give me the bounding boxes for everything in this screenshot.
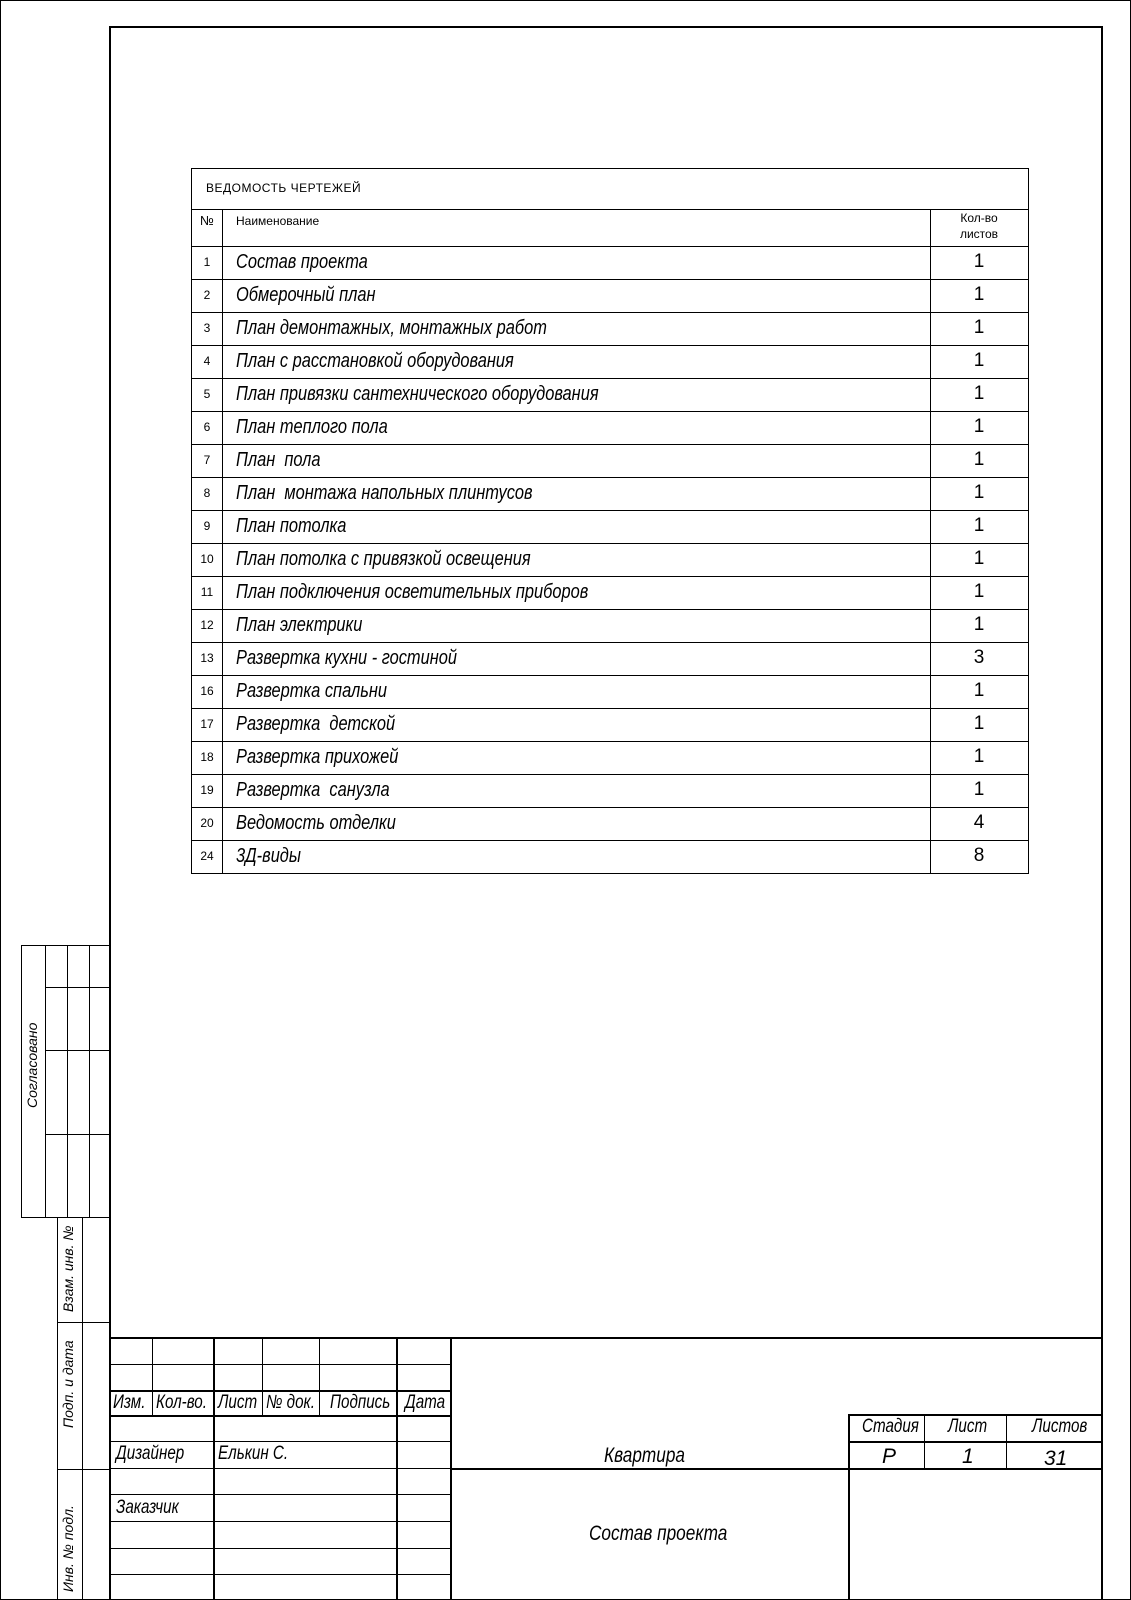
col-sign: Подпись xyxy=(330,1392,391,1413)
drawing-list-table xyxy=(191,168,1029,874)
row-count: 1 xyxy=(973,383,985,404)
row-count: 1 xyxy=(973,482,985,503)
row-name: План монтажа напольных плинтусов xyxy=(236,482,533,504)
row-name: План привязки сантехнического оборудования xyxy=(236,383,599,405)
row-number: 16 xyxy=(200,684,214,698)
sheet-title: Состав проекта xyxy=(589,1522,728,1545)
table-row xyxy=(192,840,1028,873)
row-count: 1 xyxy=(973,251,985,272)
row-number: 13 xyxy=(200,651,214,665)
stamp-line xyxy=(57,1217,58,1600)
row-number: 5 xyxy=(203,387,211,401)
stamp-line xyxy=(45,987,109,988)
table-row xyxy=(192,279,1028,312)
tb-line xyxy=(848,1441,1103,1443)
row-count: 1 xyxy=(973,449,985,470)
designer-name: Елькин С. xyxy=(218,1443,289,1464)
tb-line xyxy=(1006,1414,1007,1468)
header-num: № xyxy=(200,213,214,228)
inv-orig-label: Инв. № подл. xyxy=(60,1505,76,1592)
row-name: Ведомость отделки xyxy=(236,812,396,834)
row-count: 1 xyxy=(973,317,985,338)
stage-label: Стадия xyxy=(862,1416,919,1437)
col-date: Дата xyxy=(405,1392,446,1413)
stamp-line xyxy=(57,1469,109,1470)
tb-line xyxy=(262,1337,263,1415)
row-number: 19 xyxy=(200,783,214,797)
row-count: 1 xyxy=(973,680,985,701)
row-number: 1 xyxy=(203,255,211,269)
row-name: Развертка детской xyxy=(236,713,396,735)
row-count: 1 xyxy=(973,779,985,800)
row-number: 4 xyxy=(203,354,211,368)
table-row xyxy=(192,345,1028,378)
row-name: Обмерочный план xyxy=(236,284,376,306)
sheet-label: Лист xyxy=(948,1416,988,1437)
header-count-line2: листов xyxy=(959,227,999,241)
tb-line xyxy=(109,1364,451,1365)
table-row xyxy=(192,774,1028,807)
table-row xyxy=(192,741,1028,774)
stamp-line xyxy=(45,945,46,1218)
row-count: 1 xyxy=(973,581,985,602)
tb-line xyxy=(319,1337,320,1415)
stamp-line xyxy=(45,1134,109,1135)
stage-value: Р xyxy=(882,1445,897,1468)
row-name: План с расстановкой оборудования xyxy=(236,350,514,372)
agreed-label: Согласовано xyxy=(24,1022,40,1108)
col-doc: № док. xyxy=(266,1392,315,1413)
tb-line xyxy=(109,1415,451,1417)
row-count: 4 xyxy=(973,812,985,833)
header-top-line xyxy=(192,209,1028,210)
row-number: 9 xyxy=(203,519,211,533)
row-name: План электрики xyxy=(236,614,363,636)
row-name: План теплого пола xyxy=(236,416,388,438)
sheets-value: 31 xyxy=(1044,1447,1068,1470)
tb-line xyxy=(396,1337,398,1600)
object-name: Квартира xyxy=(604,1444,685,1467)
tb-line xyxy=(109,1548,451,1549)
row-count: 1 xyxy=(973,350,985,371)
stamp-line xyxy=(82,1217,83,1600)
row-number: 6 xyxy=(203,420,211,434)
table-row xyxy=(192,708,1028,741)
tb-line xyxy=(109,1441,451,1442)
row-count: 1 xyxy=(973,614,985,635)
header-count-line1: Кол-во xyxy=(960,211,998,225)
col-izm: Изм. xyxy=(113,1392,146,1413)
row-count: 1 xyxy=(973,416,985,437)
stamp-line xyxy=(89,945,90,1218)
row-number: 8 xyxy=(203,486,211,500)
header-name: Наименование xyxy=(236,214,320,228)
row-number: 7 xyxy=(203,453,211,467)
row-count: 8 xyxy=(973,845,985,866)
row-number: 24 xyxy=(200,849,214,863)
table-row xyxy=(192,312,1028,345)
row-count: 3 xyxy=(973,647,985,668)
row-name: Развертка спальни xyxy=(236,680,388,702)
row-number: 12 xyxy=(200,618,214,632)
stamp-line xyxy=(45,1050,109,1051)
sheet-value: 1 xyxy=(962,1445,974,1468)
table-row xyxy=(192,642,1028,675)
row-count: 1 xyxy=(973,548,985,569)
tb-line xyxy=(109,1468,451,1469)
replace-inv-label: Взам. инв. № xyxy=(60,1225,76,1312)
sign-date-label: Подп. и дата xyxy=(60,1340,76,1428)
row-number: 20 xyxy=(200,816,214,830)
table-row xyxy=(192,510,1028,543)
designer-role: Дизайнер xyxy=(116,1443,185,1464)
stamp-line xyxy=(21,945,109,946)
row-number: 18 xyxy=(200,750,214,764)
client-role: Заказчик xyxy=(116,1497,179,1518)
row-name: Развертка санузла xyxy=(236,779,390,801)
row-name: План демонтажных, монтажных работ xyxy=(236,317,547,339)
row-number: 17 xyxy=(200,717,214,731)
table-row xyxy=(192,807,1028,840)
tb-line xyxy=(924,1414,925,1468)
row-name: План потолка xyxy=(236,515,347,537)
row-number: 11 xyxy=(200,585,214,599)
stamp-line xyxy=(21,1217,109,1218)
stamp-line xyxy=(57,1322,109,1323)
tb-line xyxy=(109,1521,451,1522)
row-number: 3 xyxy=(203,321,211,335)
stamp-line xyxy=(67,945,68,1218)
row-count: 1 xyxy=(973,746,985,767)
sheets-label: Листов xyxy=(1032,1416,1088,1437)
table-row xyxy=(192,609,1028,642)
row-count: 1 xyxy=(973,284,985,305)
table-row xyxy=(192,543,1028,576)
table-row xyxy=(192,675,1028,708)
row-count: 1 xyxy=(973,713,985,734)
tb-line xyxy=(109,1337,1103,1339)
row-name: Развертка прихожей xyxy=(236,746,399,768)
col-list: Лист xyxy=(218,1392,258,1413)
row-name: Развертка кухни - гостиной xyxy=(236,647,457,669)
table-row xyxy=(192,411,1028,444)
row-number: 2 xyxy=(203,288,211,302)
tb-line xyxy=(450,1468,1103,1470)
row-name: План подключения осветительных приборов xyxy=(236,581,589,603)
tb-line xyxy=(109,1494,451,1495)
table-row xyxy=(192,378,1028,411)
tb-line xyxy=(109,1574,451,1575)
stamp-line xyxy=(21,945,22,1218)
row-count: 1 xyxy=(973,515,985,536)
table-row xyxy=(192,444,1028,477)
table-row xyxy=(192,477,1028,510)
table-row xyxy=(192,246,1028,279)
row-name: 3Д-виды xyxy=(236,845,301,867)
row-name: Состав проекта xyxy=(236,251,368,273)
row-name: План пола xyxy=(236,449,321,471)
table-title: ВЕДОМОСТЬ ЧЕРТЕЖЕЙ xyxy=(206,181,362,195)
row-number: 10 xyxy=(200,552,214,566)
tb-line xyxy=(213,1337,215,1600)
table-row xyxy=(192,576,1028,609)
tb-line xyxy=(152,1337,153,1415)
row-name: План потолка с привязкой освещения xyxy=(236,548,531,570)
col-kol: Кол-во. xyxy=(156,1392,207,1413)
